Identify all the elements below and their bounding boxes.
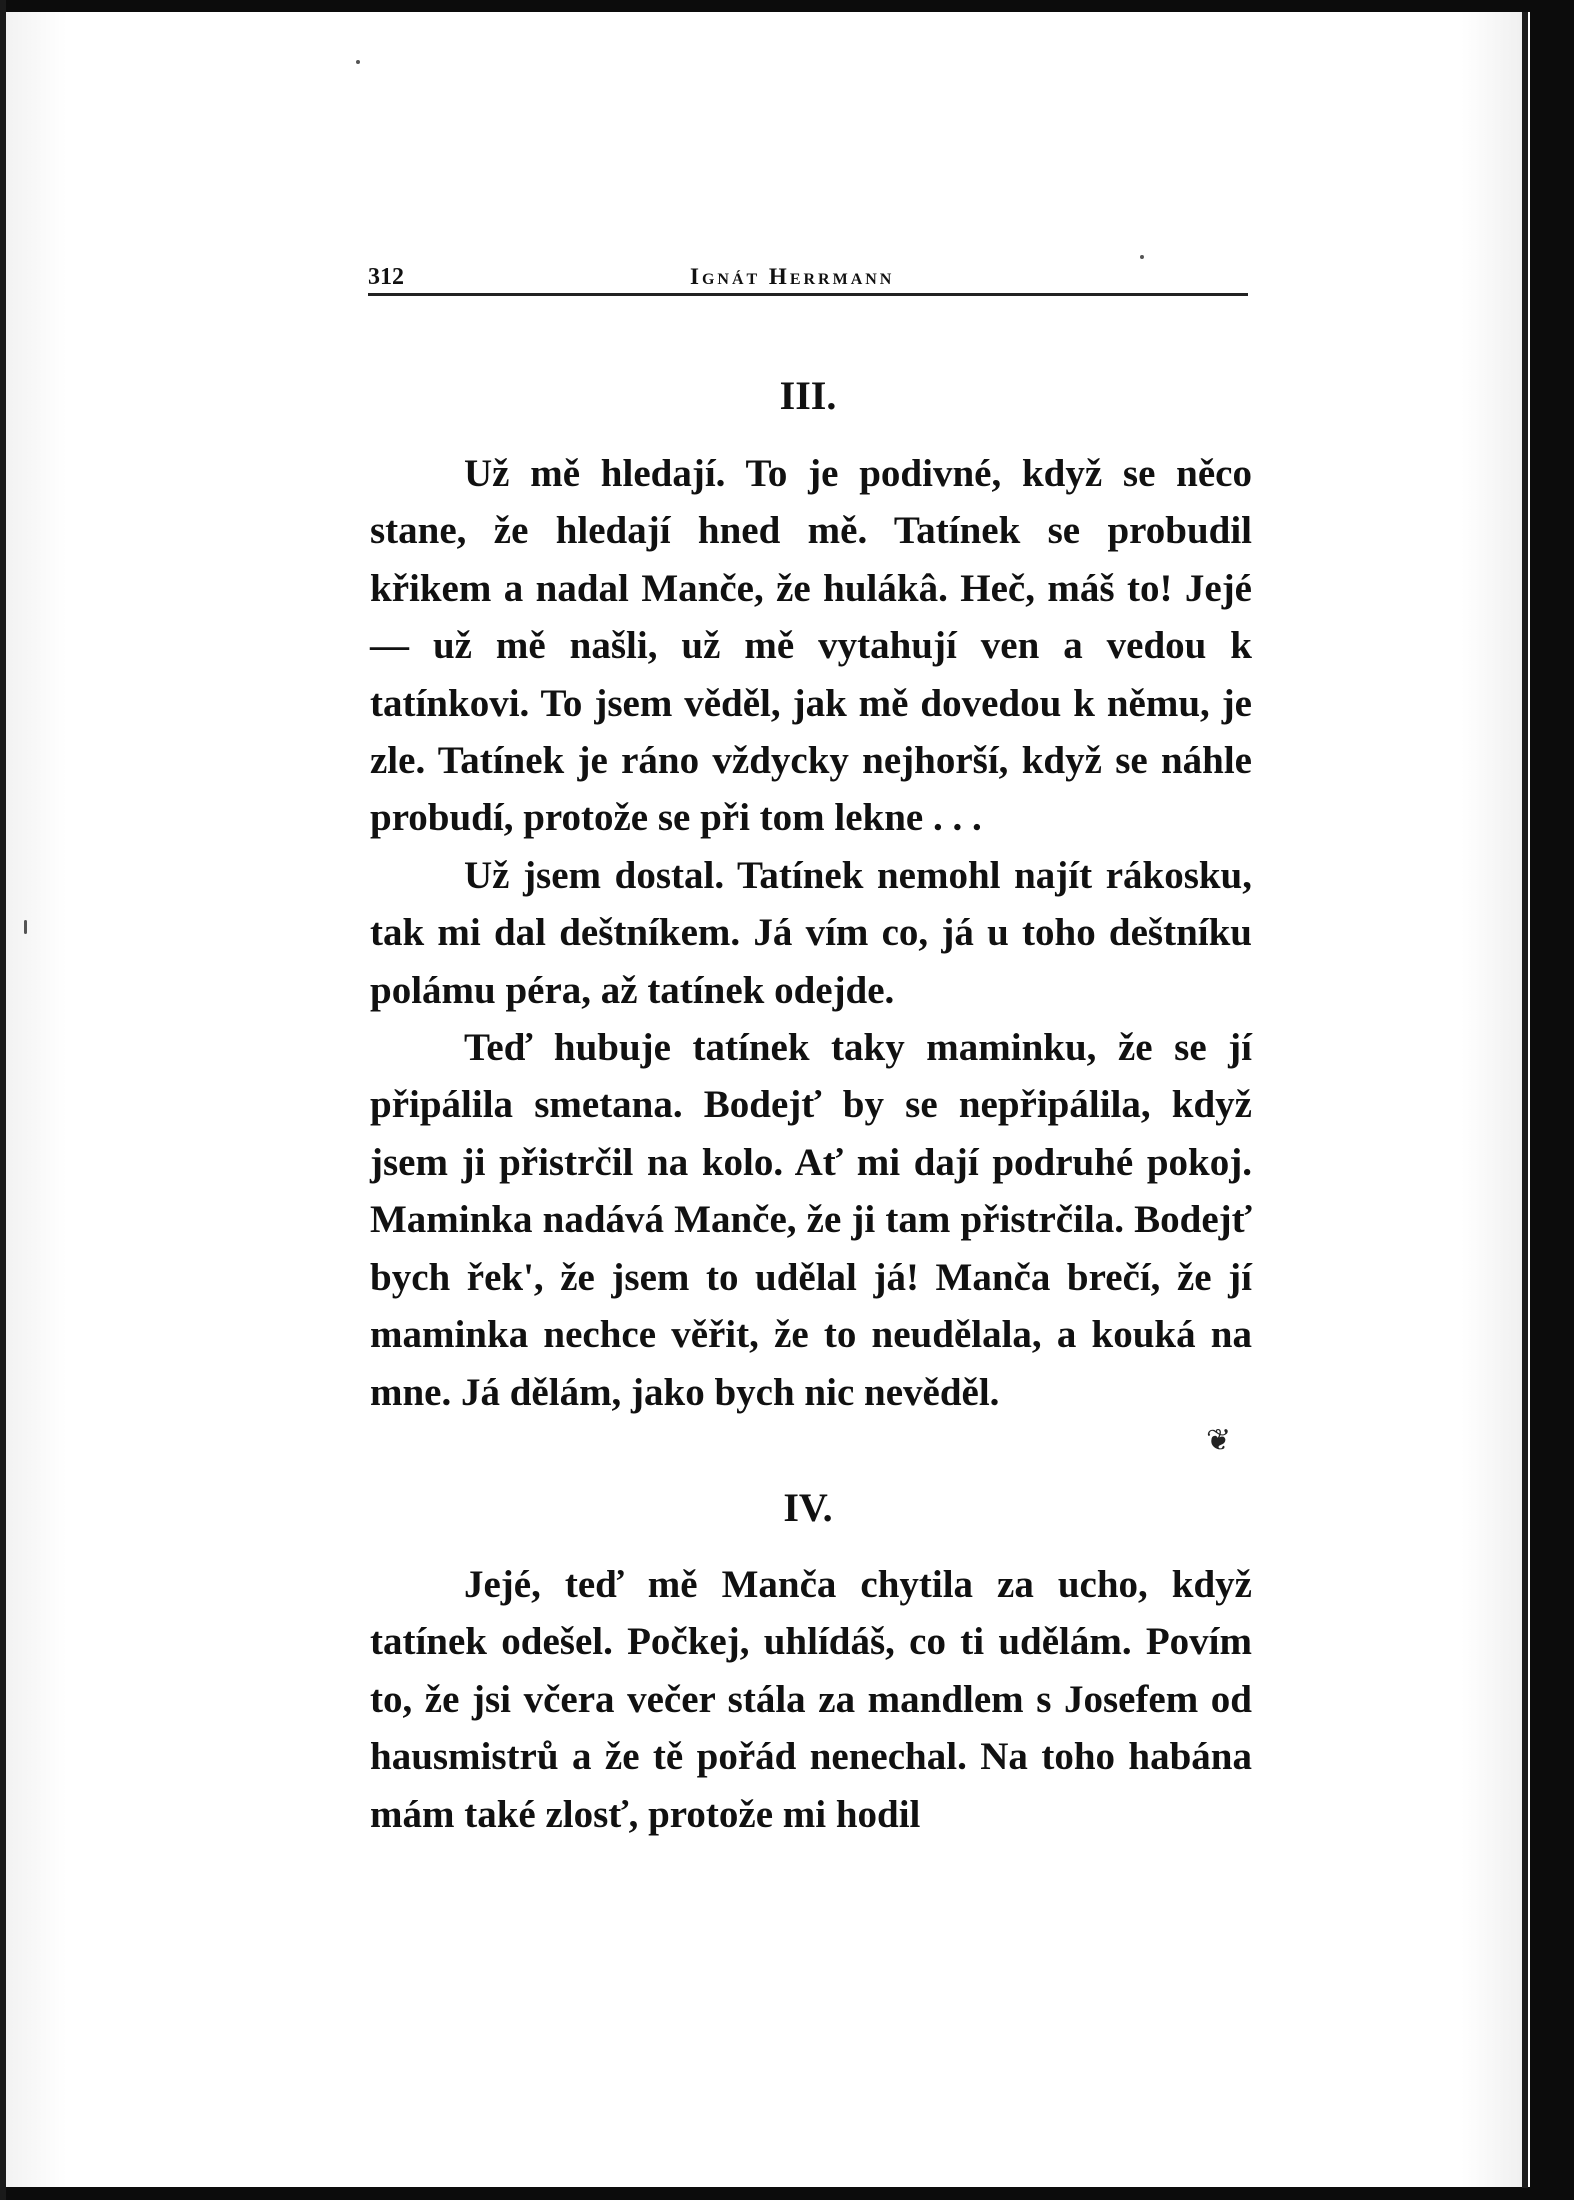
dust-speck (1140, 255, 1144, 259)
flourish-icon: ❦ (1206, 1424, 1232, 1457)
dust-speck (356, 60, 360, 64)
section-iv-text (370, 1556, 1252, 1843)
paragraph: Už jsem dostal. Tatínek nemohl najít rákosku, tak mi dal deštníkem. Já vím co, já u toho deštníku polámu péra, až tatínek odejde. (370, 853, 1252, 1012)
running-head-author: Ignát Herrmann (690, 264, 895, 289)
paragraph: Teď hubuje tatínek taky maminku, že se jí připálila smetana. Bodejť by se nepřipálila, když jsem ji přistrčil na kolo. Ať mi dají podruhé pokoj. Maminka nadává Manče, že ji tam přistrčila. Bodejť bych řek', že jsem to udělal já! Manča brečí, že jí maminka nechce věřit, že to neudělala, a kouká na mne. Já dělám, jako bych nic nevěděl. (370, 1026, 1252, 1414)
scan-border-top (0, 0, 1574, 12)
section-heading-iii: III. (779, 373, 837, 418)
scan-border-left (0, 0, 6, 2200)
page-number: 312 (368, 264, 404, 290)
running-header (368, 264, 1248, 296)
paragraph: Jejé, teď mě Manča chytila za ucho, když tatínek odešel. Počkej, uhlídáš, co ti udělám. Povím to, že jsi včera večer stála za mandlem s Josefem od hausmistrů a že tě pořád nenechal. Na toho habána mám také zlosť, protože mi hodil (370, 1563, 1252, 1836)
paragraph: Už mě hledají. To je podivné, když se něco stane, že hledají hned mě. Tatínek se probudil křikem a nadal Manče, že hulákâ. Heč, máš to! Jejé — už mě našli, už mě vytahují ven a vedou k tatínkovi. To jsem věděl, jak mě dovedou k němu, je zle. Tatínek je ráno vždycky nejhorší, když se náhle probudí, protože se při tom lekne . . . (370, 452, 1252, 840)
header-rule (368, 293, 1248, 296)
section-iii-text (370, 445, 1252, 1421)
dust-speck (24, 920, 27, 934)
scan-border-bottom (0, 2187, 1574, 2200)
page-edge-line (1522, 12, 1528, 2188)
scan-border-right (1530, 0, 1574, 2200)
section-heading-iv: IV. (783, 1485, 833, 1530)
